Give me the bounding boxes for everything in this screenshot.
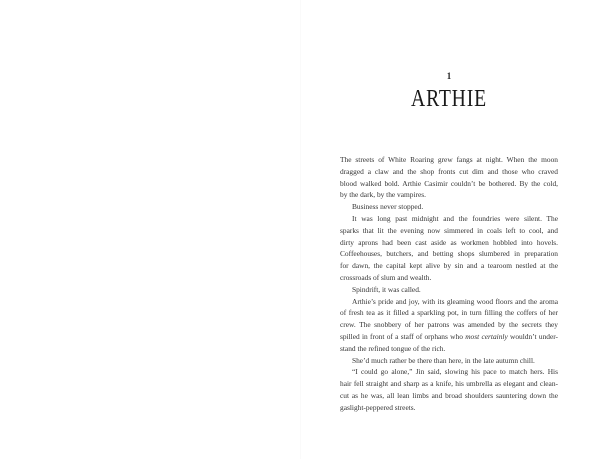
text-segment: crossroads of slum and wealth. [340, 272, 432, 282]
text-line [340, 366, 558, 378]
text-segment: Business never stopped. [352, 202, 424, 212]
text-line [340, 272, 558, 284]
text-line [340, 307, 558, 319]
text-segment: sparks that lit the evening now simmered in coals left to cool, and [340, 225, 558, 235]
text-line [340, 402, 558, 414]
text-line [340, 189, 558, 201]
text-line [340, 378, 558, 390]
text-line [340, 201, 558, 213]
italic-text: most certainly [465, 331, 508, 341]
text-segment: spilled in front of a staff of orphans who [340, 331, 466, 341]
text-segment: Spindrift, it was called. [352, 284, 421, 294]
text-segment: She’d much rather be there than here, in the late autumn chill. [352, 355, 535, 365]
text-segment: for dawn, the capital kept alive by sin and a tearoom nestled at the [340, 261, 558, 271]
chapter-title: ARTHIE [411, 86, 487, 112]
text-segment: of fresh tea as it filled a sparkling pot, in turn filling the coffers of her [340, 308, 558, 318]
text-segment: stand the refined tongue of the rich. [340, 343, 446, 353]
text-segment: crew. The snobbery of her patrons was amended by the secrets they [340, 320, 558, 330]
text-line [340, 213, 558, 225]
text-segment: It was long past midnight and the foundries were silent. The [352, 213, 558, 223]
text-segment: Coffeehouses, butchers, and betting shops slumbered in preparation [340, 249, 558, 259]
text-segment: Arthie’s pride and joy, with its gleaming wood floors and the aroma [352, 296, 558, 306]
text-segment: by the dark, by the vampires. [340, 190, 426, 200]
text-segment: wouldn’t under- [507, 331, 559, 341]
text-segment: hair fell straight and sharp as a knife, his umbrella as elegant and clean- [340, 379, 558, 389]
chapter-number: 1 [446, 71, 452, 81]
text-segment: blood walked bold. Arthie Casimir couldn’t be bothered. By the cold, [340, 178, 558, 188]
text-segment: The streets of White Roaring grew fangs at night. When the moon [340, 155, 558, 164]
text-line [340, 355, 558, 367]
text-line [340, 237, 558, 249]
text-line [340, 319, 558, 331]
text-line [340, 248, 558, 260]
text-line [340, 284, 558, 296]
text-line [340, 343, 558, 355]
text-segment: gaslight-peppered streets. [340, 402, 416, 412]
text-segment: “I could go alone,” Jin said, slowing his pace to match hers. His [352, 367, 558, 377]
text-line [340, 331, 558, 343]
text-segment: dirty aprons had been cast aside as workmen hobbled into hovels. [340, 237, 558, 247]
text-line [340, 166, 558, 178]
chapter-body-text [340, 154, 558, 414]
text-line [340, 260, 558, 272]
page-gutter [300, 0, 301, 459]
text-segment: dragged a claw and the shop fronts cut dim and those who craved [340, 166, 558, 176]
text-line [340, 225, 558, 237]
text-line [340, 154, 558, 166]
text-segment: cut as he was, all lean limbs and broad shoulders sauntering down the [340, 390, 558, 400]
text-line [340, 390, 558, 402]
text-line [340, 178, 558, 190]
text-line [340, 296, 558, 308]
